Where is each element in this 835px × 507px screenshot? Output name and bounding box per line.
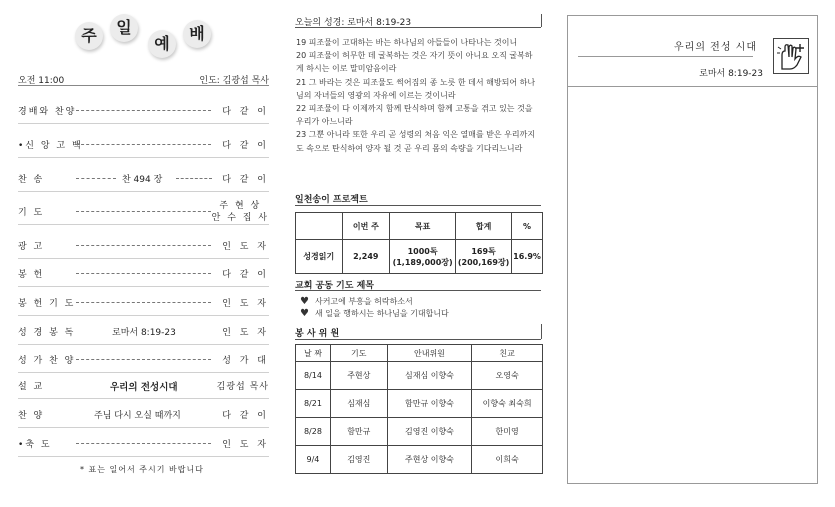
table-row (296, 418, 543, 446)
verse: 20 피조물이 허무한 데 굴복하는 것은 자기 뜻이 아니요 오직 굴복하게 하시는 이로 말미암음이라 (296, 51, 533, 74)
footnote: * 표는 일어서 주시기 바랍니다 (80, 465, 204, 474)
table-header: 날 짜 (296, 345, 331, 362)
table-cell: 김영진 이향숙 (387, 418, 472, 446)
divider (18, 427, 269, 428)
divider (568, 86, 817, 87)
table-header: 합계 (456, 213, 512, 240)
table-cell: 2,249 (342, 240, 390, 274)
dotted-leader (76, 178, 116, 179)
worship-item (18, 322, 269, 342)
divider (295, 205, 541, 206)
volunteers-table (295, 344, 543, 474)
divider (578, 56, 753, 57)
table-cell: 8/21 (296, 390, 331, 418)
dotted-leader (76, 443, 211, 444)
table-cell: 김영진 (330, 446, 387, 474)
table-header: % (512, 213, 543, 240)
divider (18, 344, 269, 345)
reading-project-title: 일천송이 프로젝트 (295, 195, 368, 205)
worship-item-label: 봉 헌 기 도 (18, 299, 76, 309)
worship-item (18, 236, 269, 256)
worship-item-label: •신 앙 고 백 (18, 141, 83, 151)
table-cell: 함만규 이향숙 (387, 390, 472, 418)
dotted-leader (76, 302, 211, 303)
heart-icon: ♥ (300, 308, 309, 319)
cover-title: 우리의 전성 시대 (674, 42, 757, 53)
table-cell: 심재심 (330, 390, 387, 418)
table-cell: 8/28 (296, 418, 331, 446)
divider (541, 324, 542, 339)
table-header: 이번 주 (342, 213, 390, 240)
volunteers-title: 봉 사 위 원 (295, 329, 340, 339)
worship-item (18, 405, 269, 425)
worship-item-value: 다 같 이 (222, 175, 269, 185)
verse: 23 그뿐 아니라 또한 우리 곧 성령의 처음 익은 열매를 받은 우리까지도 속으로 탄식하여 양자 될 것 곧 우리 몸의 속량을 기다리느니라 (296, 130, 536, 153)
table-header: 목표 (390, 213, 456, 240)
worship-item-value: 다 같 이 (222, 141, 269, 151)
dotted-leader (76, 110, 211, 111)
worship-item-value: 인 도 자 (222, 328, 269, 338)
goal-count: 1000독 (407, 246, 438, 256)
goal-pages: (1,189,000장) (392, 257, 453, 267)
title-char: 배 (183, 20, 211, 48)
divider (18, 398, 269, 399)
divider (541, 14, 542, 27)
divider (18, 224, 269, 225)
worship-item (18, 293, 269, 313)
worship-item-label: 기 도 (18, 208, 45, 218)
service-leader: 인도: 김광섭 목사 (199, 76, 269, 86)
worship-item-label: 성 가 찬 양 (18, 356, 76, 366)
worship-item-value: 김광섭 목사 (216, 382, 269, 392)
dotted-leader (76, 144, 211, 145)
dotted-leader (76, 273, 211, 274)
total-pages: (200,169장) (457, 257, 510, 267)
worship-item-label: 성 경 봉 독 (18, 328, 76, 338)
worship-item-label: 찬 양 (18, 411, 45, 421)
divider (18, 456, 269, 457)
table-header: 기도 (330, 345, 387, 362)
worship-item-label: 봉 헌 (18, 270, 45, 280)
table-header-row (296, 213, 543, 240)
worship-item-value: 다 같 이 (222, 411, 269, 421)
prayer-leader-title: 안 수 집 사 (211, 213, 269, 223)
scripture-reference: 로마서 8:19-23 (112, 328, 176, 338)
prayer-item-text: 새 일을 행하시는 하나님을 기대합니다 (314, 309, 449, 318)
worship-item-value: 인 도 자 (222, 440, 269, 450)
table-cell: 8/14 (296, 362, 331, 390)
table-row (296, 240, 543, 274)
divider (18, 258, 269, 259)
scripture-title: 오늘의 성경: 로마서 8:19-23 (295, 18, 412, 28)
sermon-title: 우리의 전성시대 (110, 382, 178, 393)
worship-item (18, 169, 269, 189)
worship-item (18, 350, 269, 370)
cover-reference: 로마서 8:19-23 (699, 69, 763, 79)
table-header: 안내위원 (387, 345, 472, 362)
table-cell: 이향숙 최숙희 (472, 390, 543, 418)
divider (295, 290, 541, 291)
church-prayer-title: 교회 공동 기도 제목 (295, 281, 374, 291)
total-count: 169독 (471, 246, 496, 256)
worship-item-value (212, 200, 269, 224)
table-header-row (296, 345, 543, 362)
hymn-title: 주님 다시 오실 때까지 (94, 411, 181, 421)
worship-item-label: 광 고 (18, 242, 45, 252)
reading-project-table (295, 212, 543, 274)
divider (18, 85, 269, 86)
heart-icon: ♥ (300, 296, 309, 307)
table-row (296, 362, 543, 390)
prayer-item-text: 사커고에 부흥을 허락하소서 (314, 297, 413, 306)
dotted-leader (176, 178, 212, 179)
table-cell: 심재심 이향숙 (387, 362, 472, 390)
table-cell: 16.9% (512, 240, 543, 274)
worship-item (18, 434, 269, 454)
worship-item-value: 다 같 이 (222, 270, 269, 280)
worship-item (18, 264, 269, 284)
table-header: 친교 (472, 345, 543, 362)
table-cell (456, 240, 512, 274)
worship-item (18, 101, 269, 121)
prayer-item (300, 308, 449, 319)
divider (295, 27, 541, 28)
worship-item-value: 인 도 자 (222, 299, 269, 309)
worship-item-value: 성 가 대 (222, 356, 269, 366)
worship-item-value: 인 도 자 (222, 242, 269, 252)
divider (18, 123, 269, 124)
divider (18, 372, 269, 373)
divider (18, 191, 269, 192)
title-char: 주 (75, 22, 103, 50)
divider (295, 339, 541, 340)
dotted-leader (76, 245, 211, 246)
worship-item-label: 경배와 찬양 (18, 107, 77, 117)
table-cell: 주현상 (330, 362, 387, 390)
divider (18, 286, 269, 287)
divider (18, 157, 269, 158)
table-header (296, 213, 343, 240)
table-row (296, 446, 543, 474)
table-cell: 9/4 (296, 446, 331, 474)
title-char: 일 (110, 14, 138, 42)
hymn-number: 찬 494 장 (122, 175, 163, 185)
verse: 19 피조물이 고대하는 바는 하나님의 아들들이 나타나는 것이니 (296, 38, 518, 47)
table-cell: 성경읽기 (296, 240, 343, 274)
cover-panel (567, 15, 818, 484)
table-cell: 주현상 이향숙 (387, 446, 472, 474)
table-row (296, 390, 543, 418)
worship-item-label: •축 도 (18, 440, 52, 450)
verse: 21 그 바라는 것은 피조물도 썩어짐의 종 노릇 한 데서 해방되어 하나님의 자녀들의 영광의 자유에 이르는 것이니라 (296, 77, 536, 100)
table-cell: 오영숙 (472, 362, 543, 390)
praying-hands-icon (773, 38, 809, 74)
scripture-passage (296, 36, 536, 155)
table-cell: 함만규 (330, 418, 387, 446)
service-time: 오전 11:00 (18, 76, 65, 86)
divider (18, 315, 269, 316)
verse: 22 피조물이 다 이제까지 함께 탄식하며 함께 고통을 겪고 있는 것을 우리가 아느니라 (296, 104, 533, 127)
worship-item-label: 찬 송 (18, 175, 45, 185)
prayer-item (300, 296, 413, 307)
dotted-leader (76, 359, 211, 360)
worship-item (18, 376, 269, 396)
table-cell: 이희숙 (472, 446, 543, 474)
table-cell: 한미영 (472, 418, 543, 446)
worship-item-value: 다 같 이 (222, 107, 269, 117)
worship-item-label: 설 교 (18, 382, 45, 392)
worship-item (18, 202, 269, 222)
worship-item (18, 135, 269, 155)
title-char: 예 (148, 30, 176, 58)
prayer-leader-name: 주 현 상 (219, 201, 262, 211)
dotted-leader (76, 211, 211, 212)
table-cell (390, 240, 456, 274)
